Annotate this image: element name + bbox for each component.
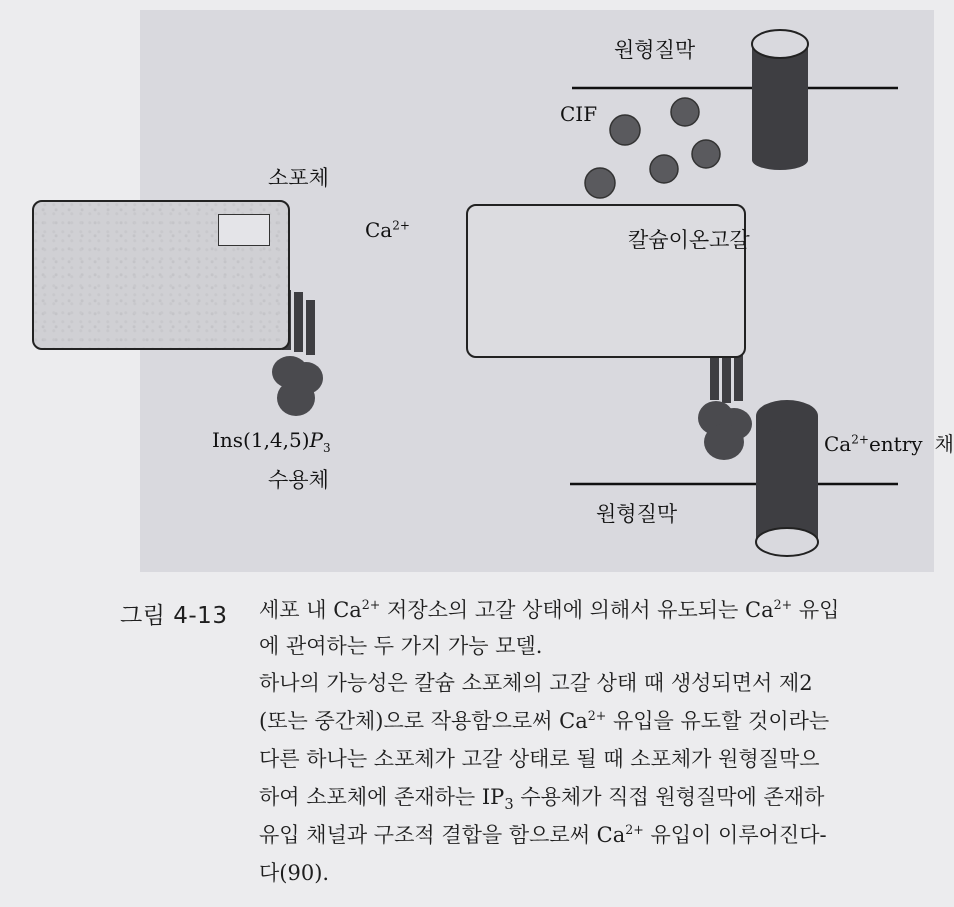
receptor-label: 수용체 xyxy=(268,468,329,492)
caption-line-4: (또는 중간체)으로 작용함으로써 $Ca^{2+}$ 유입을 유도할 것이라는 xyxy=(259,708,830,733)
cif-label: CIF xyxy=(560,102,598,126)
store-label: 소포체 xyxy=(268,166,329,190)
caption-line-3: 하나의 가능성은 칼슘 소포체의 고갈 상태 때 생성되면서 제2 xyxy=(259,671,813,695)
plasma-membrane-top-label: 원형질막 xyxy=(614,38,696,62)
ca-channel-top xyxy=(752,30,808,170)
ca-label-box xyxy=(218,214,270,246)
ca-channel-bottom xyxy=(756,400,818,556)
depletion-label: 칼슘이온고갈 xyxy=(628,228,750,252)
caption-line-5: 다른 하나는 소포체가 고갈 상태로 될 때 소포체가 원형질막으 xyxy=(259,747,820,771)
ca-entry-label: $Ca^{2+}entry$ 채 xyxy=(824,432,954,456)
ca-tag-label: $Ca^{2+}$ xyxy=(365,218,410,242)
caption-line-2: 에 관여하는 두 가지 가능 모델. xyxy=(259,634,543,658)
caption-line-8: 다(90). xyxy=(259,861,330,885)
ip3-label: $Ins(1,4,5)P_3$ xyxy=(212,428,331,455)
caption-line-6: 하여 소포체에 존재하는 $IP_3$ 수용체가 직접 원형질막에 존재하 xyxy=(259,785,825,814)
caption-line-1: 세포 내 $Ca^{2+}$ 저장소의 고갈 상태에 의해서 유도되는 $Ca^{2+}$ 유입 xyxy=(259,597,840,622)
caption-line-7: 유입 채널과 구조적 결합을 함으로써 $Ca^{2+}$ 유입이 이루어진다- xyxy=(259,822,827,847)
figure-number: 그림 4-13 xyxy=(120,603,228,629)
cif-molecules xyxy=(585,98,720,198)
plasma-membrane-bottom-label: 원형질막 xyxy=(596,502,678,526)
